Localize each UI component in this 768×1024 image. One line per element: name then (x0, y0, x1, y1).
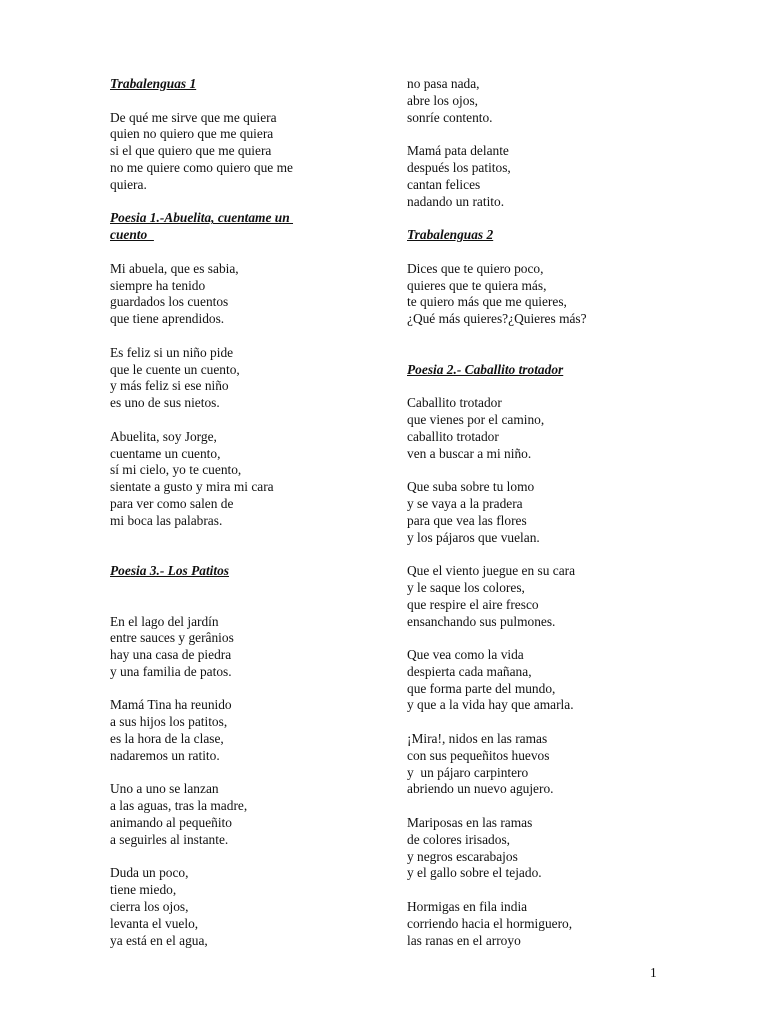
text-line: caballito trotador (407, 428, 499, 444)
poesia-2-stanza (407, 395, 667, 462)
poesia-3-continued-stanza (407, 143, 667, 210)
left-column (110, 76, 370, 949)
poesia-3-continued-stanza (407, 76, 667, 126)
text-line: guardados los cuentos (110, 294, 229, 310)
text-line: las ranas en el arroyo (407, 932, 521, 948)
text-line: es uno de sus nietos. (110, 395, 220, 411)
text-line: y se vaya a la pradera (407, 495, 523, 511)
poesia-2-stanza (407, 731, 667, 798)
text-line: y una familia de patos. (110, 663, 232, 679)
text-line: tiene miedo, (110, 882, 177, 898)
text-line: para ver como salen de (110, 495, 234, 511)
poesia-1-stanza (110, 429, 370, 530)
right-column (407, 76, 667, 949)
text-line: que tiene aprendidos. (110, 311, 225, 327)
text-line: a las aguas, tras la madre, (110, 798, 248, 814)
text-line: Mariposas en las ramas (407, 815, 533, 831)
text-line: Duda un poco, (110, 865, 189, 881)
text-line: de colores irisados, (407, 831, 511, 847)
text-line: ensanchando sus pulmones. (407, 613, 556, 629)
text-line: Mamá pata delante (407, 143, 509, 159)
poesia-1-stanza (110, 345, 370, 412)
text-line: no me quiere como quiero que me (110, 159, 293, 175)
trabalenguas-1-title: Trabalenguas 1 (110, 76, 197, 91)
text-line: nadaremos un ratito. (110, 747, 220, 763)
text-line: Dices que te quiero poco, (407, 260, 544, 276)
text-line: Abuelita, soy Jorge, (110, 428, 217, 444)
text-line: quien no quiero que me quiera (110, 126, 274, 142)
text-line: ¡Mira!, nidos en las ramas (407, 731, 548, 747)
text-line: que le cuente un cuento, (110, 361, 240, 377)
text-line: cuentame un cuento, (110, 445, 221, 461)
text-line: Caballito trotador (407, 395, 502, 411)
text-line: si el que quiero que me quiera (110, 143, 272, 159)
poesia-2-stanza (407, 563, 667, 630)
trabalenguas-2-text (407, 261, 667, 328)
text-line: animando al pequeñito (110, 815, 232, 831)
text-line: y un pájaro carpintero (407, 764, 529, 780)
text-line: abre los ojos, (407, 92, 479, 108)
text-line: sonríe contento. (407, 109, 493, 125)
text-line: mi boca las palabras. (110, 512, 223, 528)
text-line: quiera. (110, 176, 147, 192)
poesia-2-stanza (407, 899, 667, 949)
text-line: Que suba sobre tu lomo (407, 479, 535, 495)
text-line: para que vea las flores (407, 512, 527, 528)
text-line: despierta cada mañana, (407, 663, 532, 679)
text-line: entre sauces y gerânios (110, 630, 234, 646)
text-line: después los patitos, (407, 159, 511, 175)
text-line: que vienes por el camino, (407, 411, 545, 427)
text-line: y negros escarabajos (407, 848, 518, 864)
text-line: En el lago del jardín (110, 613, 219, 629)
text-line: a sus hijos los patitos, (110, 714, 228, 730)
text-line: que forma parte del mundo, (407, 680, 556, 696)
text-line: abriendo un nuevo agujero. (407, 781, 554, 797)
text-line: Uno a uno se lanzan (110, 781, 219, 797)
text-line: cantan felices (407, 176, 481, 192)
poesia-3-stanza (110, 614, 370, 681)
poesia-3-title: Poesia 3.- Los Patitos (110, 563, 230, 579)
text-line: te quiero más que me quieres, (407, 294, 567, 310)
text-line: ven a buscar a mi niño. (407, 445, 532, 461)
poesia-2-stanza (407, 647, 667, 714)
text-line: y le saque los colores, (407, 579, 525, 595)
trabalenguas-1-text (110, 110, 370, 194)
text-line: levanta el vuelo, (110, 915, 199, 931)
page-number: 1 (650, 965, 657, 980)
text-line: Hormigas en fila india (407, 899, 528, 915)
text-line: cierra los ojos, (110, 899, 189, 915)
text-line: Mamá Tina ha reunido (110, 697, 232, 713)
poesia-1-stanza (110, 261, 370, 328)
text-line: y los pájaros que vuelan. (407, 529, 540, 545)
poesia-3-stanza (110, 697, 370, 764)
poesia-2-stanza (407, 815, 667, 882)
text-line: ya está en el agua, (110, 932, 208, 948)
text-line: ¿Qué más quieres?¿Quieres más? (407, 311, 587, 327)
poesia-3-stanza (110, 865, 370, 949)
poesia-1-title-line2: cuento (110, 227, 154, 243)
text-line: De qué me sirve que me quiera (110, 109, 277, 125)
text-line: es la hora de la clase, (110, 731, 224, 747)
poesia-2-title: Poesia 2.- Caballito trotador (407, 361, 564, 377)
text-line: siempre ha tenido (110, 277, 206, 293)
text-line: a seguirles al instante. (110, 831, 229, 847)
text-line: Mi abuela, que es sabia, (110, 260, 239, 276)
text-line: quieres que te quiera más, (407, 277, 547, 293)
text-line: y que a la vida hay que amarla. (407, 697, 574, 713)
text-line: que respire el aire fresco (407, 596, 539, 612)
text-line: y más feliz si ese niño (110, 378, 229, 394)
text-line: nadando un ratito. (407, 193, 505, 209)
poesia-3-stanza (110, 781, 370, 848)
text-line: Que el viento juegue en su cara (407, 563, 576, 579)
trabalenguas-2-title: Trabalenguas 2 (407, 227, 494, 243)
text-line: Es feliz si un niño pide (110, 344, 234, 360)
text-line: y el gallo sobre el tejado. (407, 865, 542, 881)
text-line: no pasa nada, (407, 76, 480, 91)
text-line: hay una casa de piedra (110, 647, 232, 663)
text-line: sí mi cielo, yo te cuento, (110, 462, 242, 478)
text-line: con sus pequeñitos huevos (407, 747, 550, 763)
poesia-2-stanza (407, 479, 667, 546)
text-line: sientate a gusto y mira mi cara (110, 479, 274, 495)
text-line: corriendo hacia el hormiguero, (407, 915, 573, 931)
poesia-1-title-line1: Poesia 1.-Abuelita, cuentame un (110, 210, 294, 226)
text-line: Que vea como la vida (407, 647, 524, 663)
